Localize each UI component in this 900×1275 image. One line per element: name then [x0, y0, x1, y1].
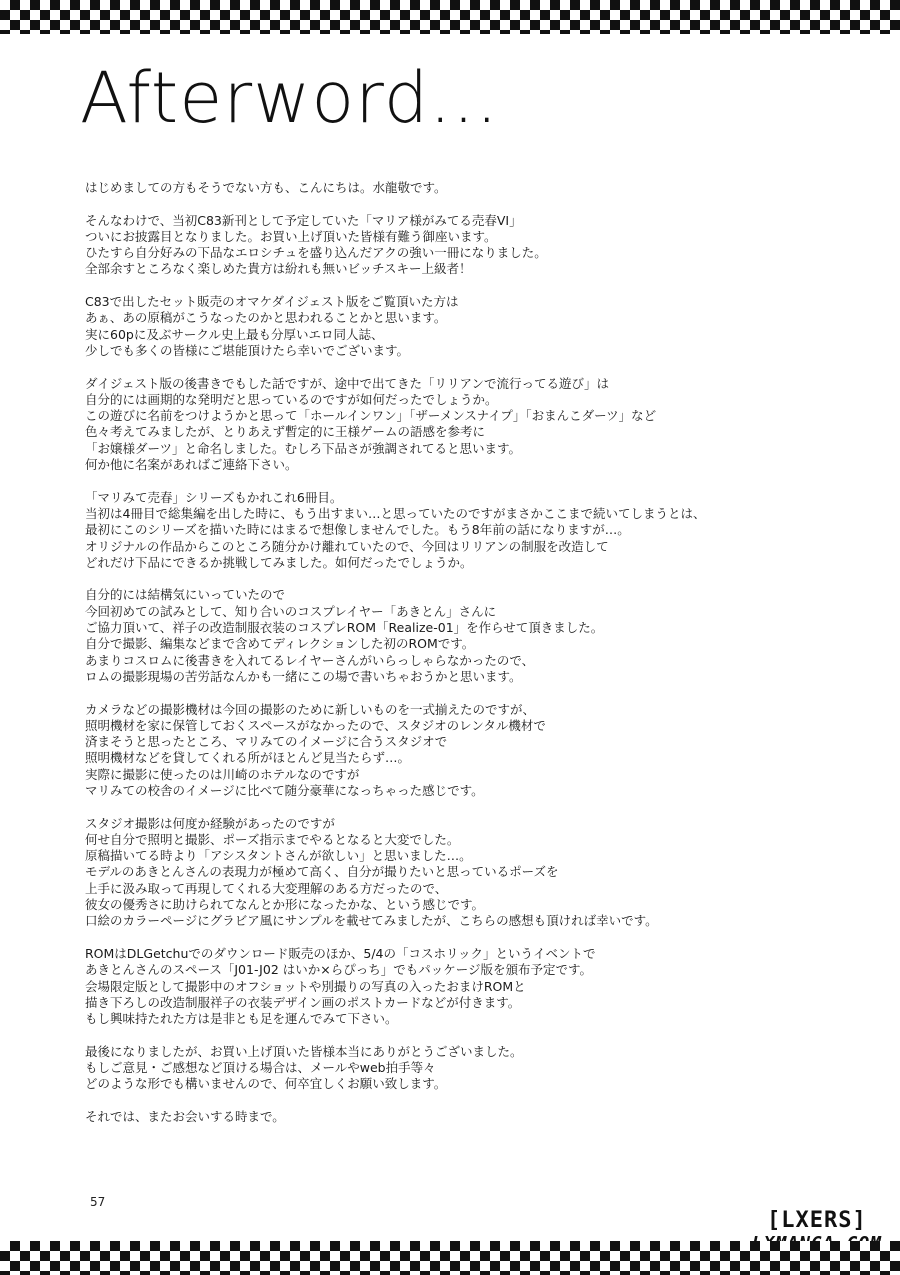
- text-line: 原稿描いてる時より「アシスタントさんが欲しい」と思いました…。: [85, 848, 472, 864]
- text-line: 最後になりましたが、お買い上げ頂いた皆様本当にありがとうございました。: [85, 1043, 523, 1059]
- paragraph: [85, 587, 845, 685]
- text-line: 照明機材を家に保管しておくスペースがなかったので、スタジオのレンタル機材で: [85, 717, 546, 733]
- text-line: もし興味持たれた方は是非とも足を運んでみて下さい。: [85, 1011, 398, 1027]
- text-line: モデルのあきとんさんの表現力が極めて高く、自分が撮りたいと思っているポーズを: [85, 864, 559, 880]
- text-line: ついにお披露目となりました。お買い上げ頂いた皆様有難う御座います。: [85, 228, 497, 244]
- paragraph: [85, 946, 845, 1027]
- paragraph: [85, 213, 845, 278]
- text-line: オリジナルの作品からこのところ随分かけ離れていたので、今回はリリアンの制服を改造して: [85, 538, 609, 554]
- text-line: 彼女の優秀さに助けられてなんとか形になったかな、という感じです。: [85, 897, 485, 913]
- text-line: そんなわけで、当初C83新刊として予定していた「マリア様がみてる売春VI」: [85, 212, 522, 228]
- paragraph: [85, 816, 845, 930]
- text-line: ご協力頂いて、祥子の改造制服衣装のコスプレROM「Realize-01」を作らせて頂きました。: [85, 620, 604, 636]
- paragraph: [85, 376, 845, 474]
- afterword-body: [85, 180, 845, 1142]
- text-line: はじめましての方もそうでない方も、こんにちは。水龍敬です。: [85, 180, 447, 195]
- text-line: 全部余すところなく楽しめた貴方は紛れも無いビッチスキー上級者！: [85, 261, 472, 277]
- text-line: 少しでも多くの皆様にご堪能頂けたら幸いでございます。: [85, 342, 410, 358]
- text-line: スタジオ撮影は何度か経験があったのですが: [85, 815, 335, 831]
- text-line: ひたすら自分好みの下品なエロシチュを盛り込んだアクの強い一冊になりました。: [85, 245, 547, 261]
- paragraph: [85, 294, 845, 359]
- checkered-border-top: [0, 0, 900, 34]
- text-line: 何せ自分で照明と撮影、ポーズ指示までやるとなると大変でした。: [85, 831, 460, 847]
- text-line: 照明機材などを貸してくれる所がほとんど見当たらず…。: [85, 750, 411, 766]
- text-line: ロムの撮影現場の苦労話なんかも一緒にこの場で書いちゃおうかと思います。: [85, 668, 522, 684]
- page-number: 57: [90, 1195, 106, 1209]
- paragraph: [85, 1044, 845, 1093]
- text-line: どれだけ下品にできるか挑戦してみました。如何だったでしょうか。: [85, 554, 473, 570]
- paragraph: [85, 1109, 845, 1125]
- text-line: 実際に撮影に使ったのは川崎のホテルなのですが: [85, 766, 360, 782]
- text-line: もしご意見・ご感想など頂ける場合は、メールやweb拍手等々: [85, 1060, 436, 1076]
- paragraph: [85, 180, 845, 196]
- text-line: カメラなどの撮影機材は今回の撮影のために新しいものを一式揃えたのですが、: [85, 701, 536, 717]
- text-line: あまりコスロムに後書きを入れてるレイヤーさんがいらっしゃらなかったので、: [85, 652, 535, 668]
- text-line: 自分で撮影、編集などまで含めてディレクションした初のROMです。: [85, 636, 475, 652]
- text-line: ダイジェスト版の後書きでもした話ですが、途中で出てきた「リリアンで流行ってる遊び」は: [85, 375, 610, 391]
- text-line: 今回初めての試みとして、知り合いのコスプレイヤー「あきとん」さんに: [85, 603, 497, 619]
- paragraph: [85, 490, 845, 571]
- text-line: 「お嬢様ダーツ」と命名しました。むしろ下品さが強調されてると思います。: [85, 440, 522, 456]
- text-line: あきとんさんのスペース「J01-J02 はいか×らぴっち」でもパッケージ版を頒布予定です。: [85, 962, 592, 978]
- paragraph: [85, 702, 845, 800]
- text-line: 色々考えてみましたが、とりあえず暫定的に王様ゲームの語感を参考に: [85, 424, 486, 440]
- text-line: 済まそうと思ったところ、マリみてのイメージに合うスタジオで: [85, 734, 448, 750]
- text-line: どのような形でも構いませんので、何卒宜しくお願い致します。: [85, 1076, 447, 1092]
- text-line: 最初にこのシリーズを描いた時にはまるで想像しませんでした。もう8年前の話になりますが…。: [85, 522, 630, 538]
- text-line: それでは、またお会いする時まで。: [85, 1108, 285, 1124]
- checkered-border-bottom: [0, 1241, 900, 1275]
- text-line: この遊びに名前をつけようかと思って「ホールインワン」「ザーメンスナイプ」「おまんこダーツ」など: [85, 408, 657, 424]
- text-line: 「マリみて売春」シリーズもかれこれ6冊目。: [85, 489, 343, 505]
- text-line: 口絵のカラーページにグラビア風にサンプルを載せてみましたが、こちらの感想も頂ければ幸いです。: [85, 913, 658, 929]
- text-line: ROMはDLGetchuでのダウンロード販売のほか、5/4の「コスホリック」というイベントで: [85, 945, 596, 961]
- text-line: 何か他に名案があればご連絡下さい。: [85, 457, 298, 473]
- watermark-line1: [LXERS]: [767, 1208, 867, 1233]
- page-title: Afterword...: [80, 57, 499, 139]
- text-line: 実に60pに及ぶサークル史上最も分厚いエロ同人誌、: [85, 326, 384, 342]
- text-line: C83で出したセット販売のオマケダイジェスト版をご覧頂いた方は: [85, 294, 459, 310]
- text-line: 会場限定版として撮影中のオフショットや別撮りの写真の入ったおまけROMと: [85, 978, 526, 994]
- text-line: マリみての校舎のイメージに比べて随分豪華になっちゃった感じです。: [85, 782, 484, 798]
- text-line: 上手に汲み取って再現してくれる大変理解のある方だったので、: [85, 880, 448, 896]
- text-line: 自分的には結構気にいっていたので: [85, 587, 286, 603]
- text-line: 自分的には画期的な発明だと思っているのですが如何だったでしょうか。: [85, 391, 498, 407]
- text-line: あぁ、あの原稿がこうなったのかと思われることかと思います。: [85, 310, 447, 326]
- text-line: 描き下ろしの改造制服祥子の衣装デザイン画のポストカードなどが付きます。: [85, 994, 521, 1010]
- text-line: 当初は4冊目で総集編を出した時に、もう出すまい…と思っていたのですがまさかここまで続いてしまうとは、: [85, 505, 706, 521]
